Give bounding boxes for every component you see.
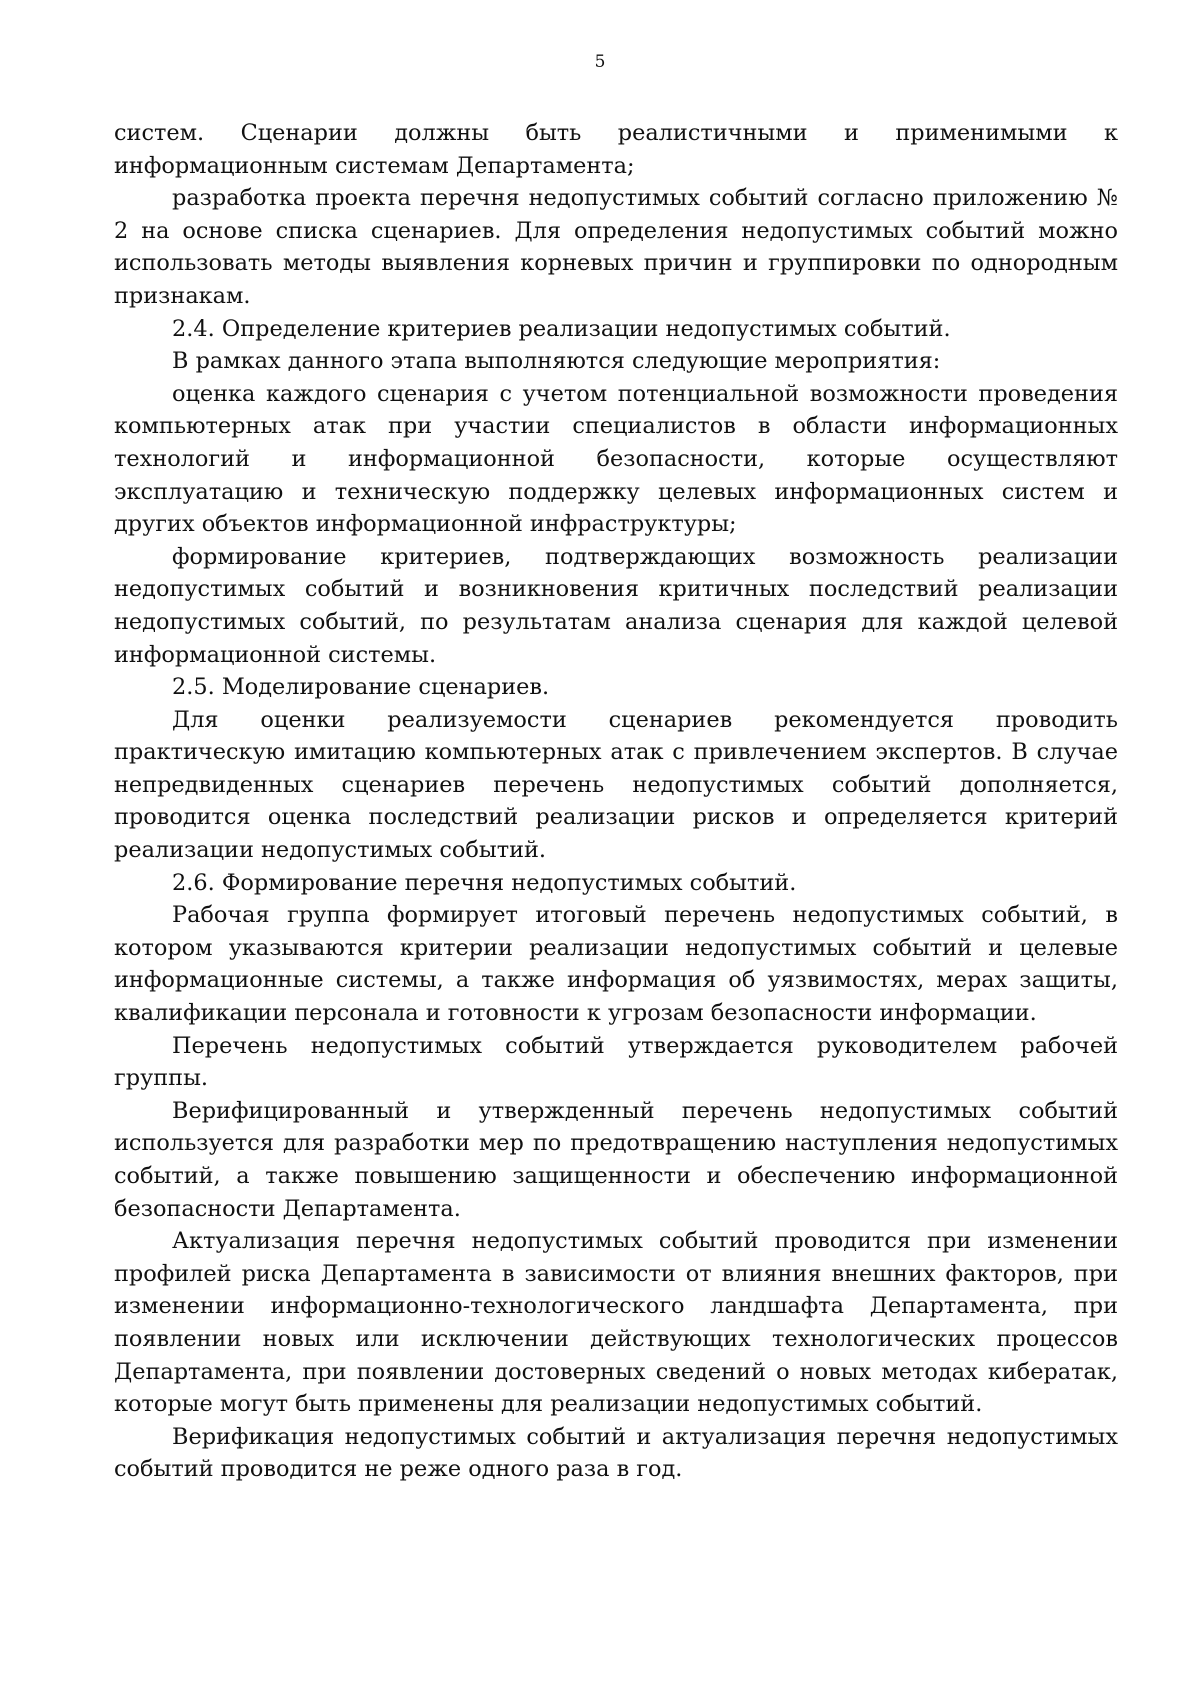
- paragraph: Верифицированный и утвержденный перечень недопустимых событий используется для разработки мер по предотвращению наступления недопустимых событий, а также повышению защищенности и обеспечению информационной безопасности Департамента.: [114, 1097, 1118, 1222]
- paragraph: В рамках данного этапа выполняются следующие мероприятия:: [172, 348, 941, 375]
- section-heading-2-5: 2.5. Моделирование сценариев.: [172, 674, 550, 701]
- section-heading-2-6: 2.6. Формирование перечня недопустимых событий.: [172, 869, 797, 896]
- paragraph: Актуализация перечня недопустимых событий проводится при изменении профилей риска Департамента в зависимости от влияния внешних факторов, при изменении информационно-технологического ландшафта Департамента, при появлении новых или исключении действующих технологических процессов Департамента, при появлении достоверных сведений о новых методах кибератак, которые могут быть применены для реализации недопустимых событий.: [114, 1228, 1118, 1418]
- paragraph: формирование критериев, подтверждающих возможность реализации недопустимых событий и возникновения критичных последствий реализации недопустимых событий, по результатам анализа сценария для каждой целевой информационной системы.: [114, 543, 1118, 668]
- paragraph: Для оценки реализуемости сценариев рекомендуется проводить практическую имитацию компьютерных атак с привлечением экспертов. В случае непредвиденных сценариев перечень недопустимых событий дополняется, проводится оценка последствий реализации рисков и определяется критерий реализации недопустимых событий.: [114, 706, 1118, 864]
- paragraph: оценка каждого сценария с учетом потенциальной возможности проведения компьютерных атак при участии специалистов в области информационных технологий и информационной безопасности, которые осуществляют эксплуатацию и техническую поддержку целевых информационных систем и других объектов информационной инфраструктуры;: [114, 380, 1118, 538]
- section-heading-2-4: 2.4. Определение критериев реализации недопустимых событий.: [172, 315, 951, 342]
- paragraph: Перечень недопустимых событий утверждается руководителем рабочей группы.: [114, 1032, 1118, 1092]
- paragraph: систем. Сценарии должны быть реалистичными и применимыми к информационным системам Департамента;: [114, 120, 1118, 179]
- page-number: 5: [594, 52, 606, 72]
- paragraph: Рабочая группа формирует итоговый перечень недопустимых событий, в котором указываются критерии реализации недопустимых событий и целевые информационные системы, а также информация об уязвимостях, мерах защиты, квалификации персонала и готовности к угрозам безопасности информации.: [114, 902, 1118, 1027]
- document-body: [114, 117, 1118, 1486]
- paragraph: разработка проекта перечня недопустимых событий согласно приложению № 2 на основе списка сценариев. Для определения недопустимых событий можно использовать методы выявления корневых причин и группировки по однородным признакам.: [114, 185, 1118, 309]
- paragraph: Верификация недопустимых событий и актуализация перечня недопустимых событий проводится не реже одного раза в год.: [114, 1423, 1118, 1483]
